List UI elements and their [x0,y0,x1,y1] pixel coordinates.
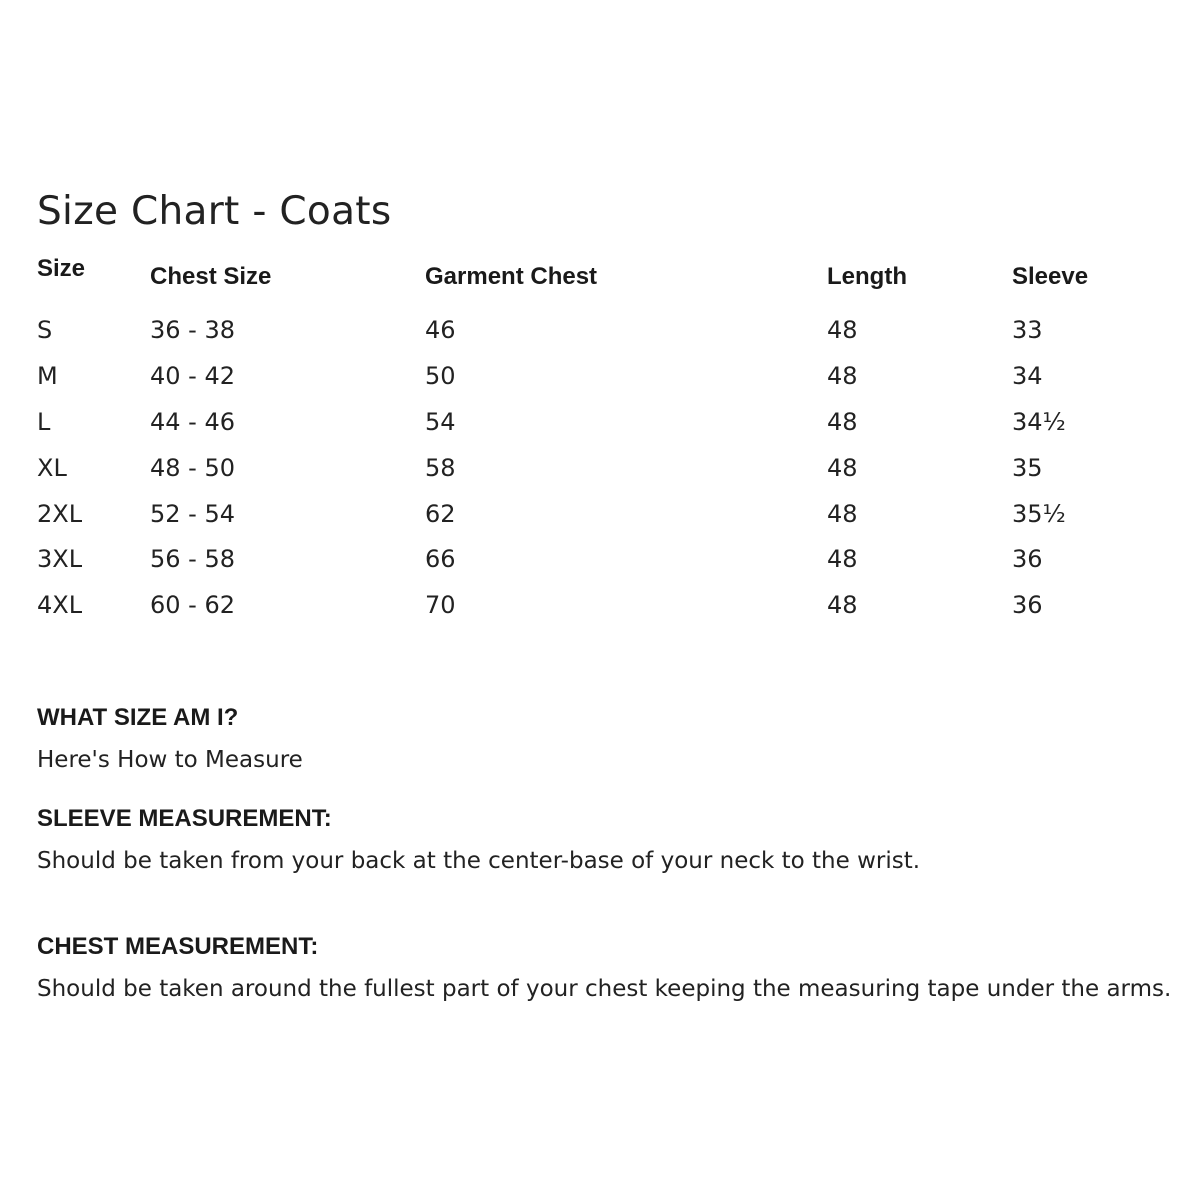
cell-sleeve: 35 [1012,454,1043,482]
how-to-measure-subheading: Here's How to Measure [37,747,303,773]
what-size-heading: WHAT SIZE AM I? [37,704,239,731]
table-row [37,407,1167,451]
table-row [37,315,1167,359]
cell-garment-chest: 50 [425,362,456,390]
cell-length: 48 [827,591,858,619]
column-header-chest-size: Chest Size [150,263,272,290]
cell-sleeve: 33 [1012,316,1043,344]
cell-size: M [37,362,58,390]
sleeve-measurement-text: Should be taken from your back at the center-base of your neck to the wrist. [37,848,921,874]
column-header-size: Size [37,255,86,282]
cell-garment-chest: 62 [425,500,456,528]
cell-sleeve: 34 [1012,362,1043,390]
cell-length: 48 [827,500,858,528]
table-row [37,544,1167,588]
cell-length: 48 [827,408,858,436]
cell-garment-chest: 70 [425,591,456,619]
cell-length: 48 [827,454,858,482]
cell-sleeve: 34½ [1012,408,1066,436]
cell-sleeve: 36 [1012,591,1043,619]
cell-garment-chest: 46 [425,316,456,344]
column-header-sleeve: Sleeve [1012,263,1089,290]
cell-chest-size: 48 - 50 [150,454,235,482]
table-row [37,453,1167,497]
cell-size: 2XL [37,500,83,528]
page-title: Size Chart - Coats [37,189,392,234]
table-row [37,361,1167,405]
cell-size: S [37,316,53,344]
cell-garment-chest: 54 [425,408,456,436]
cell-chest-size: 40 - 42 [150,362,235,390]
cell-length: 48 [827,362,858,390]
table-row [37,590,1167,634]
cell-chest-size: 60 - 62 [150,591,235,619]
cell-sleeve: 36 [1012,545,1043,573]
sleeve-measurement-heading: SLEEVE MEASUREMENT: [37,805,332,832]
chest-measurement-text: Should be taken around the fullest part of your chest keeping the measuring tape under the arms. [37,976,1172,1002]
cell-length: 48 [827,316,858,344]
cell-chest-size: 36 - 38 [150,316,235,344]
chest-measurement-heading: CHEST MEASUREMENT: [37,933,319,960]
cell-size: 4XL [37,591,83,619]
cell-chest-size: 52 - 54 [150,500,235,528]
cell-size: 3XL [37,545,83,573]
cell-garment-chest: 66 [425,545,456,573]
cell-sleeve: 35½ [1012,500,1066,528]
cell-size: XL [37,454,67,482]
column-header-length: Length [827,263,907,290]
table-row [37,499,1167,543]
column-header-garment-chest: Garment Chest [425,263,598,290]
cell-chest-size: 56 - 58 [150,545,235,573]
cell-garment-chest: 58 [425,454,456,482]
cell-size: L [37,408,51,436]
cell-chest-size: 44 - 46 [150,408,235,436]
cell-length: 48 [827,545,858,573]
